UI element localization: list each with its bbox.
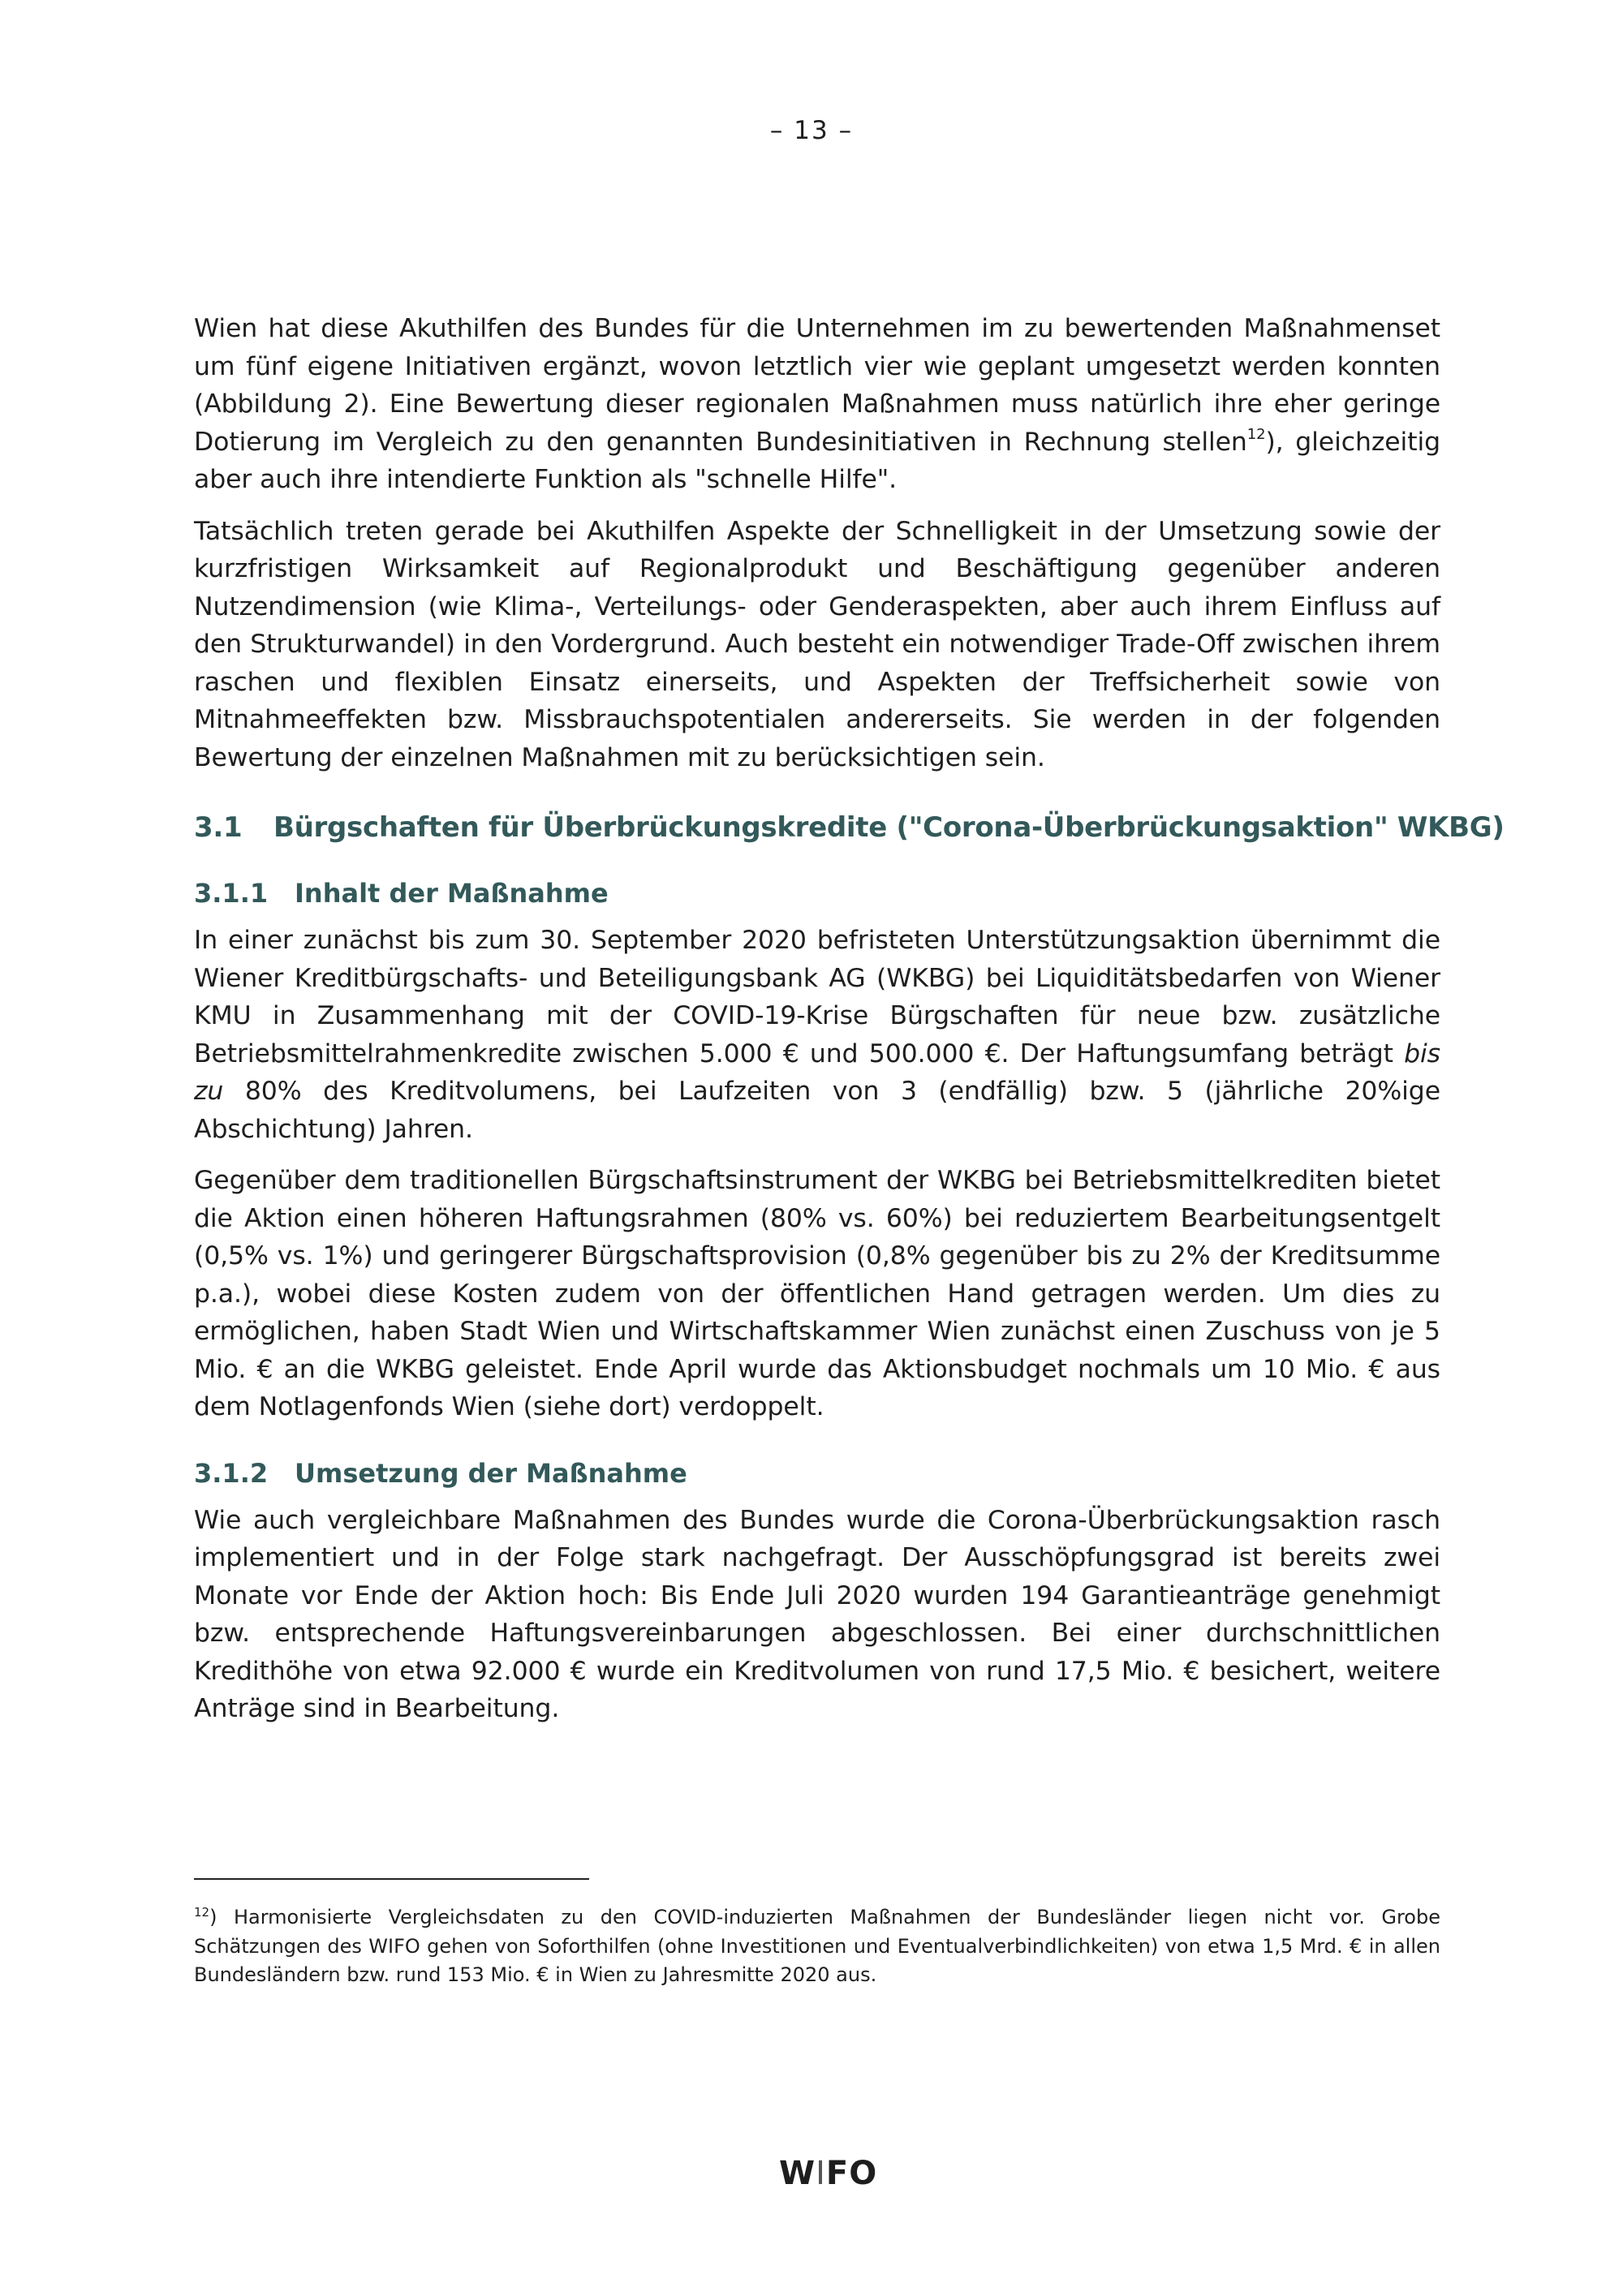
- section-title: Bürgschaften für Überbrückungskredite ("Corona-Überbrückungsaktion" WKBG): [273, 811, 1505, 844]
- section-number: 3.1: [194, 811, 243, 844]
- subsection-heading-content: [194, 875, 1440, 911]
- implementation-paragraph: Wie auch vergleichbare Maßnahmen des Bundes wurde die Corona-Überbrückungsaktion rasch implementiert und in der Folge stark nachgefragt. Der Ausschöpfungsgrad ist bereits zwei Monate vor Ende der Aktion hoch: Bis Ende Juli 2020 wurden 194 Garantieanträge genehmigt bzw. entsprechende Haftungsvereinbarungen abgeschlossen. Bei einer durchschnittlichen Kredithöhe von etwa 92.000 € wurde ein Kreditvolumen von rund 17,5 Mio. € besichert, weitere Anträge sind in Bearbeitung.: [194, 1505, 1440, 1723]
- section-heading: [194, 809, 1505, 846]
- footnote-marker: 12: [194, 1905, 210, 1920]
- page-number: – 13 –: [769, 116, 854, 145]
- intro-paragraph-2: Tatsächlich treten gerade bei Akuthilfen Aspekte der Schnelligkeit in der Umsetzung sowie der kurzfristigen Wirksamkeit auf Regionalprodukt und Beschäftigung gegenüber anderen Nutzendimension (wie Klima-, Verteilungs- oder Genderaspekten, aber auch ihrem Einfluss auf den Strukturwandel) in den Vordergrund. Auch besteht ein notwendiger Trade-Off zwischen ihrem raschen und flexiblen Einsatz einerseits, und Aspekten der Treffsicherheit sowie von Mitnahmeeffekten bzw. Missbrauchspotentialen andererseits. Sie werden in der folgenden Bewertung der einzelnen Maßnahmen mit zu berücksichtigen sein.: [194, 516, 1440, 772]
- intro-paragraph-1: Wien hat diese Akuthilfen des Bundes für die Unternehmen im zu bewertenden Maßnahmenset um fünf eigene Initiativen ergänzt, wovon letztlich vier wie geplant umgesetzt werden konnten (Abbildung 2). Eine Bewertung dieser regionalen Maßnahmen muss natürlich ihre eher geringe Dotierung im Vergleich zu den genannten Bundesinitiativen in Rechnung stellen$^{12}$), gleichzeitig aber auch ihre intendierte Funktion als "schnelle Hilfe".: [194, 314, 1440, 494]
- footnote-reference[interactable]: 12: [1246, 425, 1266, 443]
- footnote-text: ) Harmonisierte Vergleichsdaten zu den COVID-induzierten Maßnahmen der Bundesländer liegen nicht vor. Grobe Schätzungen des WIFO gehen von Soforthilfen (ohne Investitionen und Eventualverbindlichkeiten) von etwa 1,5 Mrd. € in allen Bundesländern bzw. rund 153 Mio. € in Wien zu Jahresmitte 2020 aus.: [194, 1906, 1440, 1986]
- wifo-logo: WIFO: [779, 2155, 878, 2192]
- emphasis-text: bis zu: [194, 1038, 1440, 1106]
- footnote-divider: [194, 1878, 589, 1880]
- footnote: [194, 1903, 1440, 1990]
- content-paragraph-1: In einer zunächst bis zum 30. September 2020 befristeten Unterstützungsaktion übernimmt die Wiener Kreditbürgschafts- und Beteiligungsbank AG (WKBG) bei Liquiditätsbedarfen von Wiener KMU in Zusammenhang mit der COVID-19-Krise Bürgschaften für neue bzw. zusätzliche Betriebsmittelrahmenkredite zwischen 5.000 € und 500.000 €. Der Haftungsumfang beträgt bis zu 80% des Kreditvolumens, bei Laufzeiten von 3 (endfällig) bzw. 5 (jährliche 20%ige Abschichtung) Jahren.: [194, 926, 1440, 1144]
- subsection-number: 3.1.2: [194, 1457, 269, 1489]
- subsection-heading-implementation: [194, 1455, 1440, 1491]
- subsection-number: 3.1.1: [194, 878, 269, 909]
- subsection-title: Umsetzung der Maßnahme: [295, 1457, 687, 1489]
- main-content: [194, 310, 1505, 1728]
- content-paragraph-2: Gegenüber dem traditionellen Bürgschaftsinstrument der WKBG bei Betriebsmittelkrediten bietet die Aktion einen höheren Haftungsrahmen (80% vs. 60%) bei reduziertem Bearbeitungsentgelt (0,5% vs. 1%) und geringerer Bürgschaftsprovision (0,8% gegenüber bis zu 2% der Kreditsumme p.a.), wobei diese Kosten zudem von der öffentlichen Hand getragen werden. Um dies zu ermöglichen, haben Stadt Wien und Wirtschaftskammer Wien zunächst einen Zuschuss von je 5 Mio. € an die WKBG geleistet. Ende April wurde das Aktionsbudget nochmals um 10 Mio. € aus dem Notlagenfonds Wien (siehe dort) verdoppelt.: [194, 1166, 1440, 1421]
- subsection-title: Inhalt der Maßnahme: [295, 878, 609, 909]
